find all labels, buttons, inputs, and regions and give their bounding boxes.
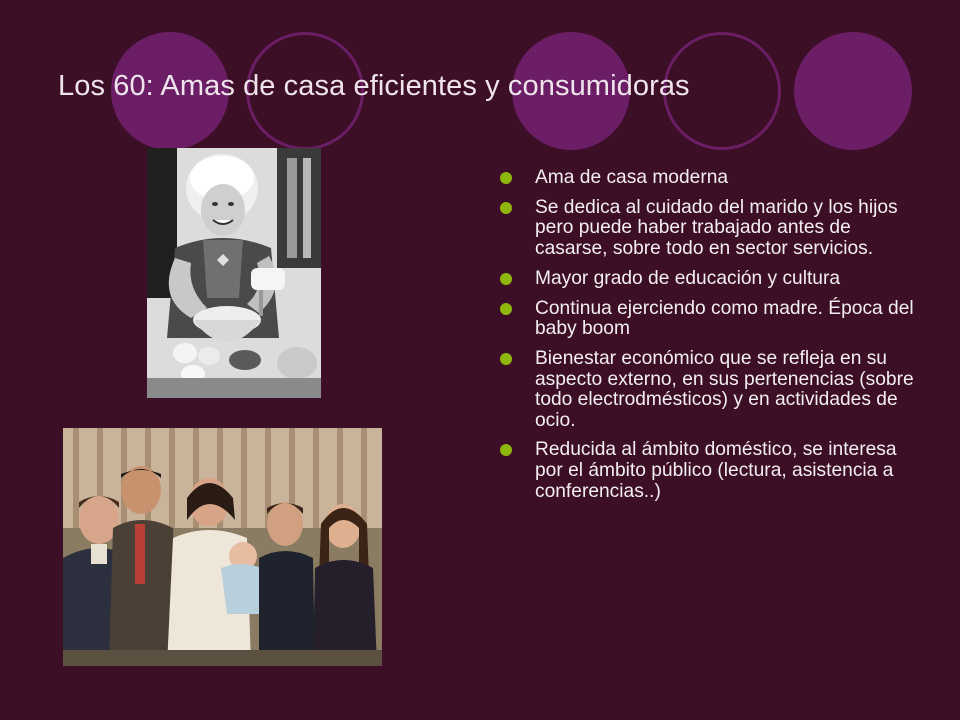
decorative-circle-3 <box>794 32 912 150</box>
bullet-item <box>498 269 918 290</box>
family-photo <box>63 428 382 666</box>
family-photo-illustration <box>63 428 382 666</box>
bullet-item <box>498 198 918 260</box>
bullet-text: Continua ejerciendo como madre. Época del baby boom <box>535 297 914 340</box>
bullet-dot-icon <box>500 303 512 315</box>
bullet-item <box>498 299 918 340</box>
bullet-text: Ama de casa moderna <box>535 167 729 188</box>
bullet-item <box>498 349 918 431</box>
bullet-dot-icon <box>500 202 512 214</box>
bullet-item <box>498 440 918 502</box>
kitchen-photo-illustration <box>147 148 321 398</box>
bullet-dot-icon <box>500 353 512 365</box>
slide-title: Los 60: Amas de casa eficientes y consumidoras <box>58 70 690 102</box>
bullet-item <box>498 168 918 189</box>
bullet-text: Reducida al ámbito doméstico, se interesa por el ámbito público (lectura, asistencia a conferencias..) <box>535 439 897 502</box>
bullet-text: Mayor grado de educación y cultura <box>535 267 841 289</box>
bullet-text: Bienestar económico que se refleja en su aspecto externo, en sus pertenencias (sobre todo electrodmésticos) y en actividades de ocio. <box>535 347 914 431</box>
kitchen-photo <box>147 148 321 398</box>
bullet-dot-icon <box>500 172 512 184</box>
bullet-dot-icon <box>500 444 512 456</box>
bullet-list <box>498 168 918 511</box>
bullet-dot-icon <box>500 273 512 285</box>
bullet-text: Se dedica al cuidado del marido y los hijos pero puede haber trabajado antes de casarse, sobre todo en sector servicios. <box>535 196 898 259</box>
